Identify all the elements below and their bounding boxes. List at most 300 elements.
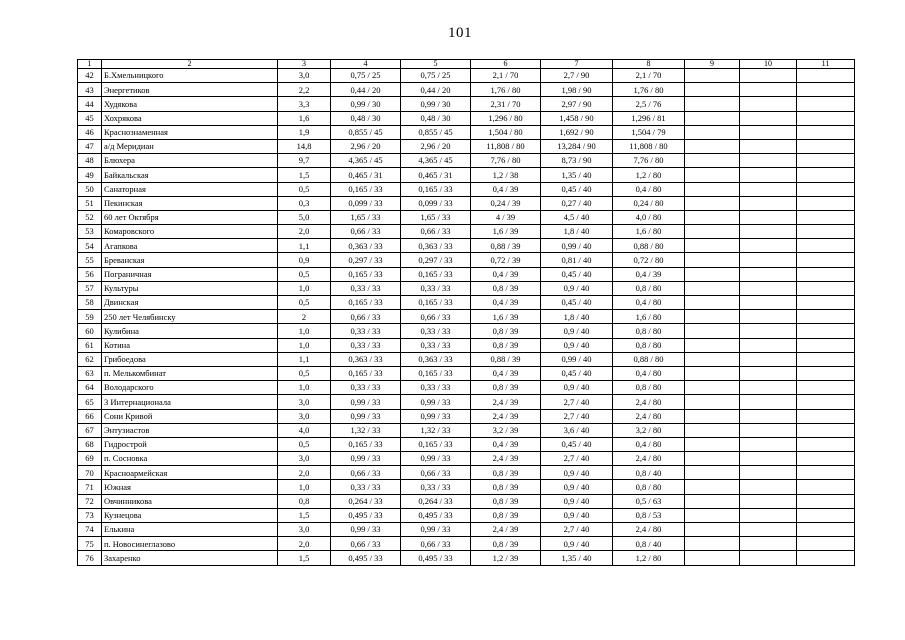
- value-cell: 0,33 / 33: [401, 281, 471, 295]
- value-cell: [797, 267, 855, 281]
- value-cell: 3,3: [278, 97, 331, 111]
- value-cell: [797, 395, 855, 409]
- street-name-cell: п. Мелькомбинат: [102, 366, 278, 380]
- value-cell: 0,99 / 40: [541, 239, 613, 253]
- value-cell: 0,33 / 33: [331, 338, 401, 352]
- value-cell: [797, 523, 855, 537]
- value-cell: [797, 480, 855, 494]
- row-number-cell: 46: [78, 125, 102, 139]
- value-cell: 1,1: [278, 352, 331, 366]
- value-cell: 2,96 / 20: [331, 139, 401, 153]
- table-row: [78, 423, 855, 437]
- value-cell: 1,5: [278, 551, 331, 565]
- value-cell: 11,808 / 80: [471, 139, 541, 153]
- street-name-cell: Двинская: [102, 296, 278, 310]
- value-cell: 0,363 / 33: [401, 352, 471, 366]
- value-cell: 0,9 / 40: [541, 480, 613, 494]
- street-name-cell: Кулибина: [102, 324, 278, 338]
- street-name-cell: п. Сосновка: [102, 452, 278, 466]
- value-cell: 0,8 / 39: [471, 338, 541, 352]
- value-cell: 2,7 / 40: [541, 523, 613, 537]
- table-row: [78, 508, 855, 522]
- value-cell: [740, 210, 797, 224]
- street-name-cell: а/д Меридиан: [102, 139, 278, 153]
- column-header: 10: [740, 60, 797, 69]
- column-header: 7: [541, 60, 613, 69]
- value-cell: 0,99 / 33: [401, 523, 471, 537]
- table-row: [78, 253, 855, 267]
- value-cell: 0,24 / 80: [613, 196, 685, 210]
- row-number-cell: 73: [78, 508, 102, 522]
- value-cell: 0,264 / 33: [401, 494, 471, 508]
- value-cell: 0,66 / 33: [401, 310, 471, 324]
- value-cell: 0,4 / 39: [471, 296, 541, 310]
- value-cell: 0,8 / 80: [613, 480, 685, 494]
- value-cell: 0,99 / 40: [541, 352, 613, 366]
- value-cell: 1,35 / 40: [541, 168, 613, 182]
- value-cell: 0,165 / 33: [331, 267, 401, 281]
- value-cell: [685, 310, 740, 324]
- column-header: 1: [78, 60, 102, 69]
- value-cell: [797, 97, 855, 111]
- table-row: [78, 395, 855, 409]
- value-cell: 0,66 / 33: [331, 310, 401, 324]
- value-cell: 0,495 / 33: [331, 551, 401, 565]
- value-cell: [797, 381, 855, 395]
- row-number-cell: 76: [78, 551, 102, 565]
- value-cell: [740, 366, 797, 380]
- value-cell: [685, 281, 740, 295]
- value-cell: 0,75 / 25: [331, 69, 401, 83]
- value-cell: 3,6 / 40: [541, 423, 613, 437]
- value-cell: 0,66 / 33: [401, 537, 471, 551]
- row-number-cell: 70: [78, 466, 102, 480]
- value-cell: 1,1: [278, 239, 331, 253]
- value-cell: [740, 196, 797, 210]
- street-name-cell: Бреванская: [102, 253, 278, 267]
- value-cell: 0,363 / 33: [331, 239, 401, 253]
- value-cell: 4,5 / 40: [541, 210, 613, 224]
- table-row: [78, 324, 855, 338]
- value-cell: [685, 437, 740, 451]
- value-cell: 1,9: [278, 125, 331, 139]
- value-cell: [740, 154, 797, 168]
- value-cell: [685, 125, 740, 139]
- value-cell: 0,9 / 40: [541, 466, 613, 480]
- value-cell: 0,8 / 39: [471, 480, 541, 494]
- value-cell: 1,0: [278, 480, 331, 494]
- table-row: [78, 239, 855, 253]
- value-cell: 0,9 / 40: [541, 508, 613, 522]
- value-cell: 0,165 / 33: [401, 182, 471, 196]
- value-cell: 0,66 / 33: [331, 466, 401, 480]
- row-number-cell: 62: [78, 352, 102, 366]
- value-cell: [685, 366, 740, 380]
- column-header: 2: [102, 60, 278, 69]
- value-cell: 1,5: [278, 168, 331, 182]
- value-cell: 0,27 / 40: [541, 196, 613, 210]
- value-cell: 0,66 / 33: [331, 225, 401, 239]
- value-cell: [797, 324, 855, 338]
- column-header: 5: [401, 60, 471, 69]
- row-number-cell: 51: [78, 196, 102, 210]
- value-cell: 0,99 / 33: [331, 523, 401, 537]
- value-cell: 0,8 / 53: [613, 508, 685, 522]
- value-cell: [797, 125, 855, 139]
- row-number-cell: 75: [78, 537, 102, 551]
- value-cell: 3,2 / 80: [613, 423, 685, 437]
- row-number-cell: 67: [78, 423, 102, 437]
- value-cell: [797, 210, 855, 224]
- value-cell: 1,0: [278, 381, 331, 395]
- value-cell: [740, 125, 797, 139]
- value-cell: 4,0: [278, 423, 331, 437]
- street-name-cell: Краснознаменная: [102, 125, 278, 139]
- value-cell: [685, 253, 740, 267]
- value-cell: 0,44 / 20: [401, 83, 471, 97]
- value-cell: [740, 225, 797, 239]
- value-cell: [740, 423, 797, 437]
- value-cell: [685, 409, 740, 423]
- value-cell: [797, 225, 855, 239]
- value-cell: 0,33 / 33: [331, 381, 401, 395]
- value-cell: 1,6 / 80: [613, 225, 685, 239]
- street-name-cell: Пекинская: [102, 196, 278, 210]
- value-cell: [685, 210, 740, 224]
- value-cell: [740, 551, 797, 565]
- row-number-cell: 72: [78, 494, 102, 508]
- row-number-cell: 52: [78, 210, 102, 224]
- table-row: [78, 551, 855, 565]
- street-name-cell: Захаренко: [102, 551, 278, 565]
- value-cell: 2,0: [278, 537, 331, 551]
- value-cell: 1,2 / 80: [613, 551, 685, 565]
- value-cell: 0,9 / 40: [541, 324, 613, 338]
- value-cell: 0,9 / 40: [541, 281, 613, 295]
- value-cell: 1,458 / 90: [541, 111, 613, 125]
- row-number-cell: 65: [78, 395, 102, 409]
- table-row: [78, 281, 855, 295]
- value-cell: 1,76 / 80: [613, 83, 685, 97]
- value-cell: 0,9: [278, 253, 331, 267]
- value-cell: 0,9 / 40: [541, 381, 613, 395]
- value-cell: 1,504 / 80: [471, 125, 541, 139]
- value-cell: 0,75 / 25: [401, 69, 471, 83]
- value-cell: 0,45 / 40: [541, 182, 613, 196]
- value-cell: 0,165 / 33: [331, 366, 401, 380]
- value-cell: [740, 409, 797, 423]
- value-cell: [740, 168, 797, 182]
- value-cell: [740, 253, 797, 267]
- header-row: [78, 60, 855, 69]
- table-row: [78, 310, 855, 324]
- value-cell: 2,7 / 40: [541, 452, 613, 466]
- street-name-cell: Елькина: [102, 523, 278, 537]
- value-cell: 0,8 / 80: [613, 381, 685, 395]
- value-cell: 2,7 / 40: [541, 409, 613, 423]
- value-cell: 3,0: [278, 395, 331, 409]
- value-cell: 0,4 / 39: [471, 366, 541, 380]
- table-row: [78, 437, 855, 451]
- table-row: [78, 182, 855, 196]
- value-cell: 0,33 / 33: [331, 281, 401, 295]
- row-number-cell: 44: [78, 97, 102, 111]
- table-body: [78, 69, 855, 566]
- value-cell: 2,4 / 80: [613, 409, 685, 423]
- value-cell: 1,6 / 39: [471, 310, 541, 324]
- value-cell: 0,8 / 40: [613, 537, 685, 551]
- value-cell: 0,8 / 39: [471, 381, 541, 395]
- value-cell: [685, 480, 740, 494]
- value-cell: 0,9 / 40: [541, 537, 613, 551]
- row-number-cell: 45: [78, 111, 102, 125]
- value-cell: [797, 196, 855, 210]
- value-cell: 2,4 / 80: [613, 523, 685, 537]
- value-cell: [797, 296, 855, 310]
- table-row: [78, 225, 855, 239]
- value-cell: 0,8 / 39: [471, 466, 541, 480]
- value-cell: 0,72 / 80: [613, 253, 685, 267]
- value-cell: [740, 508, 797, 522]
- value-cell: 2,4 / 80: [613, 395, 685, 409]
- table-row: [78, 409, 855, 423]
- value-cell: 0,363 / 33: [401, 239, 471, 253]
- value-cell: 2,4 / 80: [613, 452, 685, 466]
- value-cell: 0,88 / 39: [471, 239, 541, 253]
- table-row: [78, 338, 855, 352]
- value-cell: 0,5 / 63: [613, 494, 685, 508]
- value-cell: 0,5: [278, 182, 331, 196]
- value-cell: 0,81 / 40: [541, 253, 613, 267]
- column-header: 6: [471, 60, 541, 69]
- table-row: [78, 210, 855, 224]
- value-cell: 0,44 / 20: [331, 83, 401, 97]
- value-cell: 0,165 / 33: [401, 437, 471, 451]
- table-row: [78, 523, 855, 537]
- table-row: [78, 97, 855, 111]
- value-cell: [740, 338, 797, 352]
- value-cell: 1,5: [278, 508, 331, 522]
- street-name-cell: Блюхера: [102, 154, 278, 168]
- row-number-cell: 47: [78, 139, 102, 153]
- value-cell: 0,855 / 45: [401, 125, 471, 139]
- value-cell: 4 / 39: [471, 210, 541, 224]
- value-cell: [685, 338, 740, 352]
- value-cell: 2,4 / 39: [471, 452, 541, 466]
- value-cell: 0,099 / 33: [331, 196, 401, 210]
- table-row: [78, 381, 855, 395]
- street-name-cell: Гидрострой: [102, 437, 278, 451]
- value-cell: 1,6 / 39: [471, 225, 541, 239]
- table-row: [78, 366, 855, 380]
- street-name-cell: Южная: [102, 480, 278, 494]
- value-cell: 2,5 / 76: [613, 97, 685, 111]
- value-cell: 0,8 / 40: [613, 466, 685, 480]
- value-cell: [797, 409, 855, 423]
- value-cell: [685, 139, 740, 153]
- value-cell: 1,2 / 80: [613, 168, 685, 182]
- value-cell: 0,4 / 39: [613, 267, 685, 281]
- street-name-cell: Володарского: [102, 381, 278, 395]
- value-cell: [685, 508, 740, 522]
- street-name-cell: Комаровского: [102, 225, 278, 239]
- value-cell: [740, 239, 797, 253]
- row-number-cell: 63: [78, 366, 102, 380]
- value-cell: 0,5: [278, 437, 331, 451]
- value-cell: [797, 551, 855, 565]
- value-cell: 0,45 / 40: [541, 437, 613, 451]
- value-cell: 9,7: [278, 154, 331, 168]
- column-header: 9: [685, 60, 740, 69]
- street-name-cell: Пограничная: [102, 267, 278, 281]
- value-cell: [685, 551, 740, 565]
- row-number-cell: 61: [78, 338, 102, 352]
- value-cell: 1,2 / 38: [471, 168, 541, 182]
- value-cell: 2,7 / 40: [541, 395, 613, 409]
- value-cell: 1,65 / 33: [401, 210, 471, 224]
- value-cell: 11,808 / 80: [613, 139, 685, 153]
- value-cell: 2,7 / 90: [541, 69, 613, 83]
- value-cell: 1,76 / 80: [471, 83, 541, 97]
- value-cell: 5,0: [278, 210, 331, 224]
- value-cell: 0,8 / 80: [613, 281, 685, 295]
- value-cell: 0,363 / 33: [331, 352, 401, 366]
- value-cell: 4,0 / 80: [613, 210, 685, 224]
- table-row: [78, 537, 855, 551]
- value-cell: [797, 239, 855, 253]
- value-cell: 0,8 / 80: [613, 324, 685, 338]
- street-name-cell: 250 лет Челябинску: [102, 310, 278, 324]
- table-row: [78, 466, 855, 480]
- value-cell: 0,45 / 40: [541, 296, 613, 310]
- value-cell: 0,4 / 80: [613, 437, 685, 451]
- table-row: [78, 168, 855, 182]
- value-cell: [740, 480, 797, 494]
- street-name-cell: Байкальская: [102, 168, 278, 182]
- value-cell: [797, 508, 855, 522]
- value-cell: 0,495 / 33: [331, 508, 401, 522]
- value-cell: [740, 452, 797, 466]
- value-cell: [797, 338, 855, 352]
- value-cell: 0,8 / 39: [471, 537, 541, 551]
- value-cell: 0,48 / 30: [401, 111, 471, 125]
- value-cell: [797, 111, 855, 125]
- value-cell: 0,465 / 31: [331, 168, 401, 182]
- value-cell: 3,0: [278, 409, 331, 423]
- value-cell: 2,0: [278, 225, 331, 239]
- table-row: [78, 480, 855, 494]
- row-number-cell: 54: [78, 239, 102, 253]
- value-cell: [797, 154, 855, 168]
- row-number-cell: 74: [78, 523, 102, 537]
- value-cell: 1,98 / 90: [541, 83, 613, 97]
- value-cell: [797, 168, 855, 182]
- value-cell: 0,33 / 33: [401, 324, 471, 338]
- value-cell: 2,31 / 70: [471, 97, 541, 111]
- value-cell: 1,0: [278, 281, 331, 295]
- value-cell: 0,3: [278, 196, 331, 210]
- table-row: [78, 125, 855, 139]
- value-cell: [797, 452, 855, 466]
- value-cell: [685, 111, 740, 125]
- value-cell: 1,296 / 80: [471, 111, 541, 125]
- value-cell: 0,8 / 80: [613, 338, 685, 352]
- page-number: 101: [448, 25, 472, 41]
- value-cell: [685, 97, 740, 111]
- value-cell: 1,8 / 40: [541, 225, 613, 239]
- value-cell: 0,165 / 33: [401, 296, 471, 310]
- value-cell: [740, 267, 797, 281]
- table-row: [78, 69, 855, 83]
- row-number-cell: 48: [78, 154, 102, 168]
- street-name-cell: Котина: [102, 338, 278, 352]
- value-cell: 0,88 / 80: [613, 352, 685, 366]
- value-cell: 0,99 / 30: [401, 97, 471, 111]
- value-cell: 0,99 / 33: [331, 409, 401, 423]
- value-cell: 0,855 / 45: [331, 125, 401, 139]
- value-cell: 7,76 / 80: [613, 154, 685, 168]
- value-cell: 1,2 / 39: [471, 551, 541, 565]
- value-cell: [797, 310, 855, 324]
- value-cell: 0,99 / 33: [331, 395, 401, 409]
- value-cell: 0,297 / 33: [331, 253, 401, 267]
- table-row: [78, 196, 855, 210]
- value-cell: 0,9 / 40: [541, 338, 613, 352]
- value-cell: [797, 182, 855, 196]
- row-number-cell: 49: [78, 168, 102, 182]
- value-cell: 0,33 / 33: [401, 338, 471, 352]
- value-cell: [740, 296, 797, 310]
- value-cell: 0,165 / 33: [331, 296, 401, 310]
- table-row: [78, 83, 855, 97]
- value-cell: 0,297 / 33: [401, 253, 471, 267]
- table-row: [78, 154, 855, 168]
- value-cell: [685, 466, 740, 480]
- value-cell: 0,88 / 39: [471, 352, 541, 366]
- row-number-cell: 43: [78, 83, 102, 97]
- value-cell: [740, 523, 797, 537]
- value-cell: 0,5: [278, 267, 331, 281]
- value-cell: [685, 395, 740, 409]
- value-cell: 0,33 / 33: [401, 480, 471, 494]
- column-header: 11: [797, 60, 855, 69]
- value-cell: [740, 69, 797, 83]
- row-number-cell: 50: [78, 182, 102, 196]
- value-cell: 0,8 / 39: [471, 324, 541, 338]
- value-cell: 1,65 / 33: [331, 210, 401, 224]
- value-cell: 2,97 / 90: [541, 97, 613, 111]
- street-name-cell: Агапкова: [102, 239, 278, 253]
- value-cell: [797, 423, 855, 437]
- table-row: [78, 111, 855, 125]
- value-cell: 2,0: [278, 466, 331, 480]
- table-row: [78, 352, 855, 366]
- value-cell: 1,35 / 40: [541, 551, 613, 565]
- value-cell: [797, 281, 855, 295]
- value-cell: 0,45 / 40: [541, 366, 613, 380]
- value-cell: [797, 437, 855, 451]
- value-cell: 2: [278, 310, 331, 324]
- value-cell: [797, 352, 855, 366]
- value-cell: 2,2: [278, 83, 331, 97]
- street-name-cell: 3 Интернационала: [102, 395, 278, 409]
- value-cell: [740, 352, 797, 366]
- value-cell: [685, 182, 740, 196]
- value-cell: 0,4 / 39: [471, 182, 541, 196]
- column-header: 8: [613, 60, 685, 69]
- value-cell: 1,0: [278, 338, 331, 352]
- value-cell: 0,33 / 33: [331, 324, 401, 338]
